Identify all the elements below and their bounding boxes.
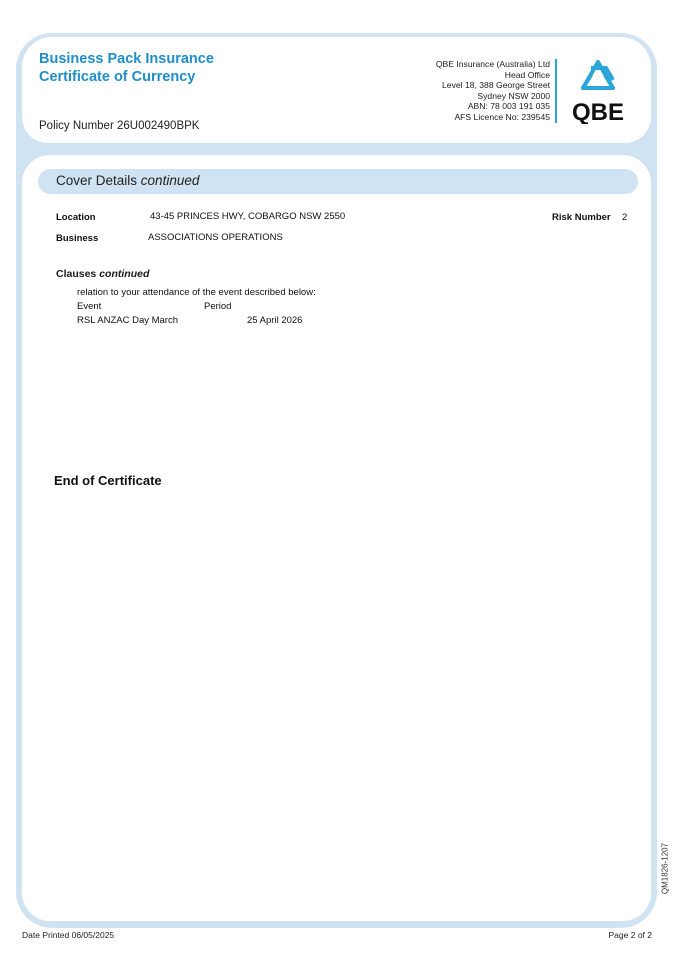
clauses-title [56, 268, 149, 280]
address-line: AFS Licence No: 239545 [454, 111, 550, 122]
page-number: Page 2 of 2 [608, 930, 652, 940]
period-column-header: Period [204, 301, 232, 312]
logo-text: QBE [571, 99, 625, 124]
section-title [56, 173, 199, 188]
business-value: ASSOCIATIONS OPERATIONS [148, 232, 283, 243]
clauses-title-suffix: continued [99, 268, 150, 280]
end-of-certificate: End of Certificate [54, 473, 162, 488]
address-line: ABN: 78 003 191 035 [467, 101, 550, 112]
section-title-main: Cover Details [56, 173, 138, 188]
business-label: Business [56, 233, 99, 244]
location-value: 43-45 PRINCES HWY, COBARGO NSW 2550 [150, 211, 346, 222]
logo-divider [555, 59, 557, 123]
address-line: QBE Insurance (Australia) Ltd [435, 59, 550, 69]
policy-number: Policy Number 26U002490BPK [39, 120, 200, 132]
clause-intro: relation to your attendance of the event described below: [77, 287, 316, 298]
address-line: Sydney NSW 2000 [477, 90, 550, 101]
document-title [39, 50, 214, 86]
insurer-address [436, 59, 550, 123]
clauses-title-main: Clauses [56, 268, 97, 280]
event-period: 25 April 2026 [247, 315, 303, 326]
qbe-logo [569, 58, 627, 124]
event-name: RSL ANZAC Day March [77, 315, 179, 326]
section-title-suffix: continued [140, 173, 200, 188]
location-label: Location [56, 212, 96, 223]
form-code: QM1826-1207 [660, 842, 670, 895]
event-column-header: Event [77, 301, 102, 312]
address-line: Head Office [504, 69, 550, 80]
risk-number-value: 2 [622, 212, 628, 223]
date-printed: Date Printed 06/05/2025 [22, 930, 115, 940]
title-line-2: Certificate of Currency [39, 69, 196, 85]
title-line-1: Business Pack Insurance [39, 51, 214, 67]
qbe-logo-icon [569, 58, 627, 124]
address-line: Level 18, 388 George Street [442, 80, 550, 91]
risk-number-label: Risk Number [552, 212, 611, 223]
